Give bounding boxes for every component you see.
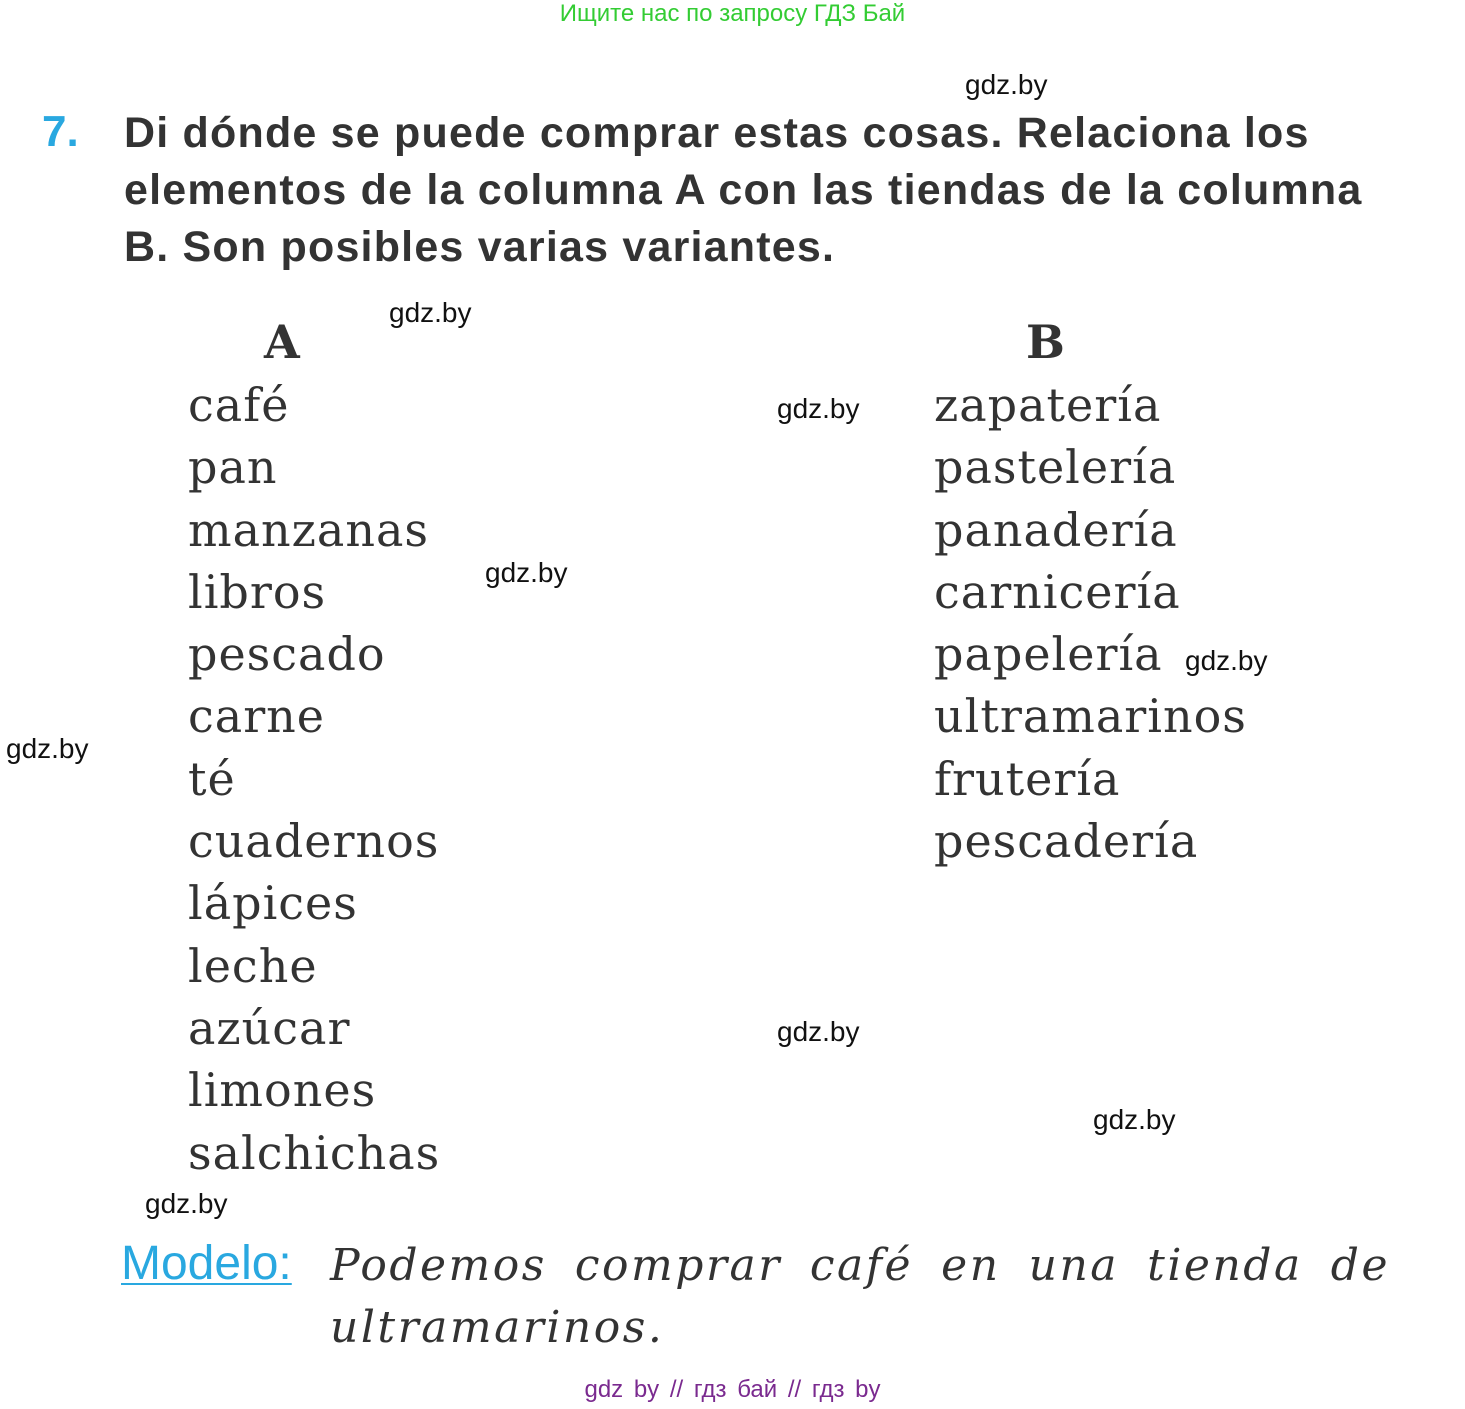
watermark: gdz.by	[145, 1188, 228, 1219]
modelo-label: Modelo:	[121, 1237, 292, 1290]
column-a-item: limones	[188, 1063, 377, 1118]
column-a-item: cuadernos	[188, 814, 440, 869]
column-a-list	[188, 374, 440, 1184]
watermark: gdz.by	[6, 733, 89, 764]
watermark: gdz.by	[777, 1016, 860, 1047]
column-b-heading: B	[1026, 315, 1065, 369]
watermark: gdz.by	[485, 557, 568, 588]
column-b-item: pescadería	[934, 814, 1199, 869]
footer-text: gdz by // гдз бай // гдз by	[584, 1376, 881, 1403]
column-a-item: leche	[188, 938, 318, 993]
column-a-item: carne	[188, 689, 326, 744]
column-b-item: panadería	[934, 502, 1178, 557]
column-b-item: zapatería	[934, 378, 1162, 432]
column-a-item: salchichas	[188, 1125, 441, 1180]
watermark: gdz.by	[1185, 645, 1268, 676]
column-a-item: pan	[188, 440, 278, 495]
column-a-item: pescado	[188, 627, 386, 682]
column-b-item: ultramarinos	[934, 689, 1247, 744]
watermark: gdz.by	[777, 393, 860, 424]
watermark: gdz.by	[965, 69, 1048, 100]
column-a-item: azúcar	[188, 1000, 351, 1055]
column-b-item: carnicería	[934, 564, 1181, 619]
search-banner: Ищите нас по запросу ГДЗ Бай	[559, 0, 906, 27]
watermark: gdz.by	[389, 297, 472, 328]
column-a-item: café	[188, 378, 290, 432]
task-instruction: Di dónde se puede comprar estas cosas. Relaciona los elementos de la columna A con las tiendas de la columna B. Son posibles varias variantes.	[124, 109, 1363, 271]
column-b-item: papelería	[934, 627, 1163, 682]
watermark: gdz.by	[1093, 1104, 1176, 1135]
column-b-item: frutería	[934, 751, 1121, 806]
modelo-example: Podemos comprar café en una tienda de ultramarinos.	[330, 1240, 1390, 1353]
task-number: 7.	[42, 107, 79, 156]
column-a-item: manzanas	[188, 502, 429, 557]
column-b-item: pastelería	[934, 440, 1177, 495]
column-a-item: lápices	[188, 876, 358, 931]
column-a-heading: A	[264, 315, 300, 369]
column-b-list	[934, 374, 1247, 872]
column-a-item: libros	[188, 564, 327, 619]
column-a-item: té	[188, 751, 236, 806]
